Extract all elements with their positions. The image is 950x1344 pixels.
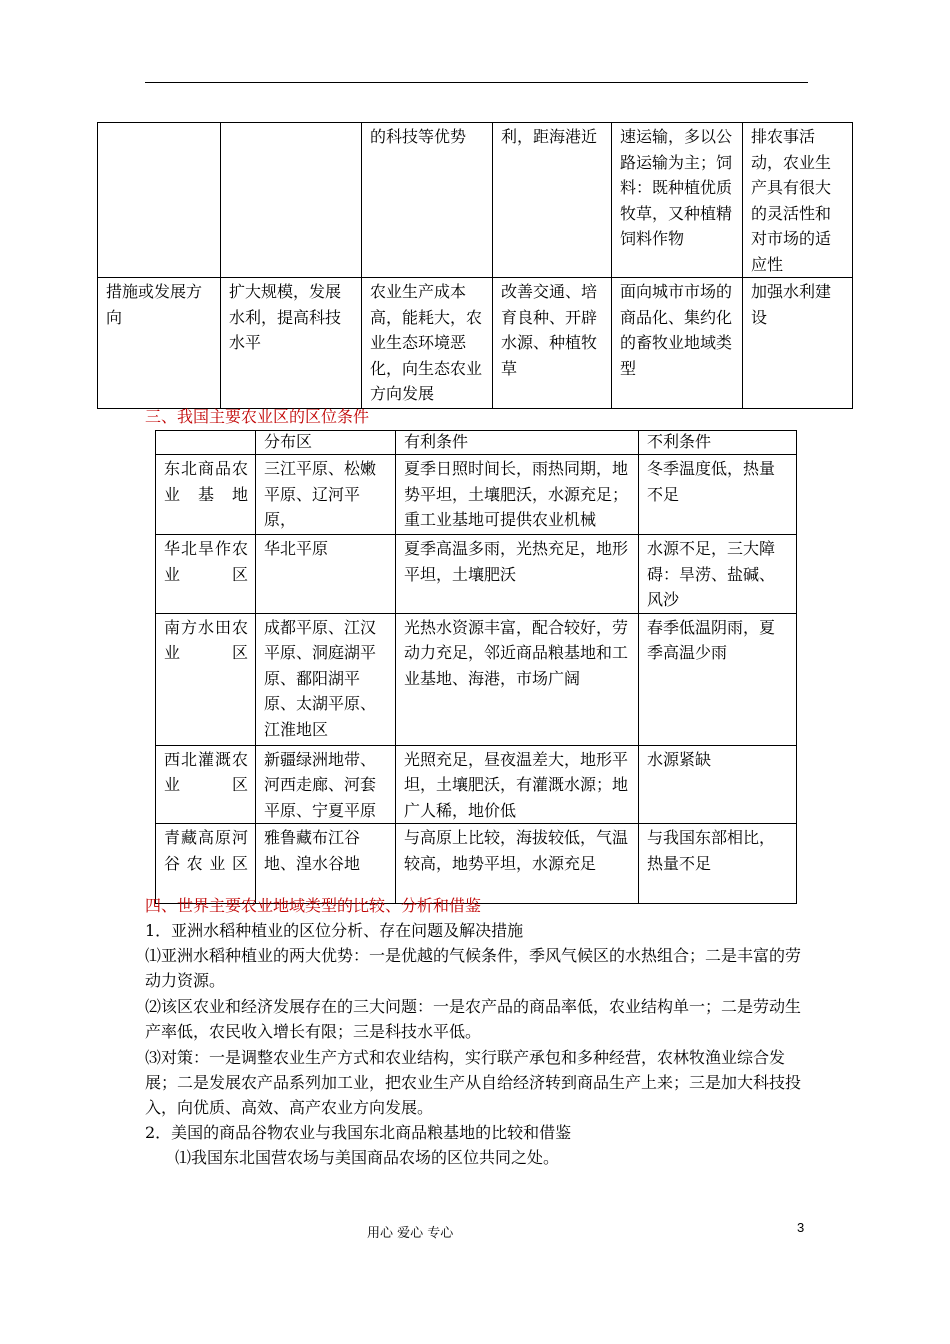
table-cell: 光照充足，昼夜温差大，地形平坦，土壤肥沃，有灌溉水源；地广人稀，地价低 xyxy=(396,745,639,824)
table-row xyxy=(156,455,797,535)
column-header: 有利条件 xyxy=(396,431,639,455)
table-cell: 三江平原、松嫩平原、辽河平原， xyxy=(256,455,396,535)
table-row xyxy=(156,613,797,745)
page-footer: 用心 爱心 专心 xyxy=(367,1226,454,1241)
header-rule xyxy=(145,82,808,83)
table-cell: 改善交通、培育良种、开辟水源、种植牧草 xyxy=(493,278,612,409)
table-cell: 排农事活动，农业生产具有很大的灵活性和对市场的适应性 xyxy=(743,123,853,278)
comparison-table-continued xyxy=(97,122,853,409)
table-cell: 扩大规模，发展水利，提高科技水平 xyxy=(221,278,362,409)
table-cell: 与高原上比较，海拔较低，气温较高，地势平坦，水源充足 xyxy=(396,824,639,904)
row-header: 措施或发展方向 xyxy=(98,278,221,409)
table-cell: 加强水利建设 xyxy=(743,278,853,409)
row-header: 东北商品农业基地 xyxy=(156,455,256,535)
table-cell: 的科技等优势 xyxy=(362,123,493,278)
table-cell xyxy=(98,123,221,278)
paragraph-1: 1．亚洲水稻种植业的区位分析、存在问题及解决措施 xyxy=(145,921,524,940)
table-cell: 光热水资源丰富，配合较好，劳动力充足，邻近商品粮基地和工业基地、海港，市场广阔 xyxy=(396,613,639,745)
row-header: 西北灌溉农业区 xyxy=(156,745,256,824)
table-row xyxy=(98,123,853,278)
table-cell: 与我国东部相比，热量不足 xyxy=(639,824,797,904)
table-cell: 冬季温度低，热量不足 xyxy=(639,455,797,535)
section-3-heading: 三、我国主要农业区的区位条件 xyxy=(145,407,370,426)
table-cell: 水源紧缺 xyxy=(639,745,797,824)
paragraph-5: 2．美国的商品谷物农业与我国东北商品粮基地的比较和借鉴 xyxy=(145,1123,572,1142)
row-header: 青藏高原河谷农业区 xyxy=(156,824,256,904)
paragraph-6: ⑴我国东北国营农场与美国商品农场的区位共同之处。 xyxy=(175,1148,560,1167)
table-cell: 春季低温阴雨，夏季高温少雨 xyxy=(639,613,797,745)
table-cell: 利，距海港近 xyxy=(493,123,612,278)
table-cell: 面向城市市场的商品化、集约化的畜牧业地域类型 xyxy=(612,278,743,409)
paragraph-2: ⑴亚洲水稻种植业的两大优势：一是优越的气候条件，季风气候区的水热组合；二是丰富的劳动力资源。 xyxy=(145,946,802,990)
table-cell: 水源不足，三大障碍：旱涝、盐碱、风沙 xyxy=(639,535,797,614)
table-row xyxy=(156,535,797,614)
agricultural-regions-table xyxy=(155,430,797,904)
paragraph-3: ⑵该区农业和经济发展存在的三大问题：一是农产品的商品率低，农业结构单一；二是劳动生产率低，农民收入增长有限；三是科技水平低。 xyxy=(145,997,802,1041)
table-row xyxy=(156,824,797,904)
table-cell: 华北平原 xyxy=(256,535,396,614)
column-header: 不利条件 xyxy=(639,431,797,455)
table-cell: 成都平原、江汉平原、洞庭湖平原、鄱阳湖平原、太湖平原、江淮地区 xyxy=(256,613,396,745)
section-4-heading: 四、世界主要农业地域类型的比较、分析和借鉴 xyxy=(145,896,482,915)
column-header: 分布区 xyxy=(256,431,396,455)
table-row xyxy=(98,278,853,409)
table-cell: 新疆绿洲地带、河西走廊、河套平原、宁夏平原 xyxy=(256,745,396,824)
page-number: 3 xyxy=(797,1220,805,1235)
table-row xyxy=(156,745,797,824)
table-header-row xyxy=(156,431,797,455)
table-cell: 农业生产成本高，能耗大，农业生态环境恶化，向生态农业方向发展 xyxy=(362,278,493,409)
paragraph-4: ⑶对策：一是调整农业生产方式和农业结构，实行联产承包和多种经营，农林牧渔业综合发展；二是发展农产品系列加工业，把农业生产从自给经济转到商品生产上来；三是加大科技投入，向优质、高效、高产农业方向发展。 xyxy=(145,1048,802,1117)
table-cell: 雅鲁藏布江谷地、湟水谷地 xyxy=(256,824,396,904)
row-header: 华北旱作农业区 xyxy=(156,535,256,614)
table-cell: 速运输，多以公路运输为主；饲料：既种植优质牧草，又种植精饲料作物 xyxy=(612,123,743,278)
table-cell xyxy=(221,123,362,278)
table-cell: 夏季高温多雨，光热充足，地形平坦，土壤肥沃 xyxy=(396,535,639,614)
column-header xyxy=(156,431,256,455)
row-header: 南方水田农业区 xyxy=(156,613,256,745)
table-cell: 夏季日照时间长，雨热同期，地势平坦，土壤肥沃，水源充足；重工业基地可提供农业机械 xyxy=(396,455,639,535)
